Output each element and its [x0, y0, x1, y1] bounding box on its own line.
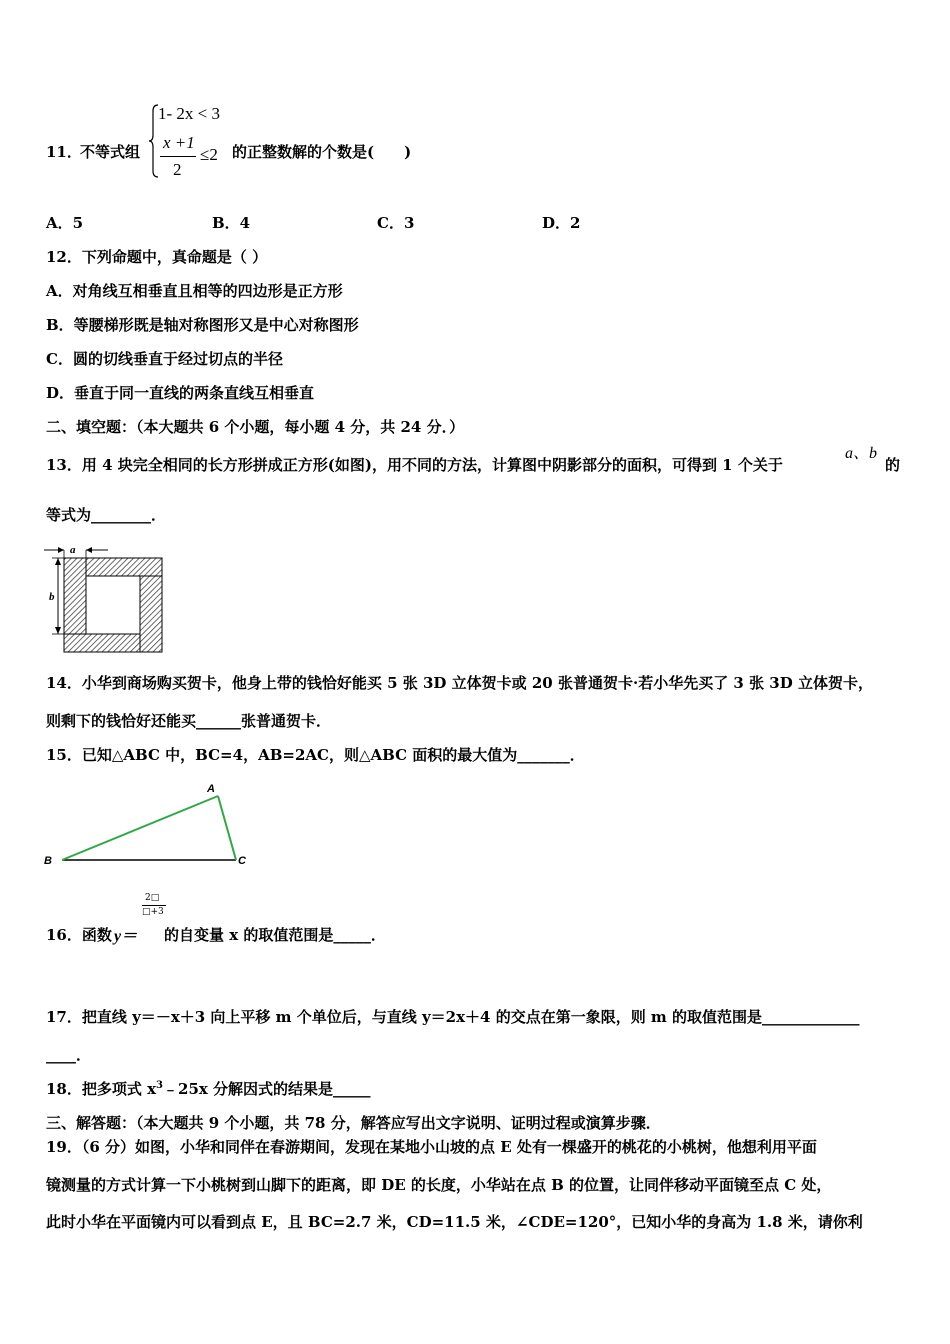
q18-text [46, 1078, 371, 1099]
q11-option-d: D．2 [542, 214, 581, 232]
q13-line-1: 13．用 4 块完全相同的长方形拼成正方形(如图)，用不同的方法，计算图中阴影部分的面积，可得到 1 个关于 [46, 456, 783, 474]
q12-option-a: A．对角线互相垂直且相等的四边形是正方形 [46, 282, 343, 300]
section-3-heading: 三、解答题：（本大题共 9 个小题，共 78 分，解答应写出文字说明、证明过程或演算步骤． [46, 1114, 661, 1132]
q16-suffix: 的自变量 x 的取值范围是_____． [164, 926, 386, 944]
q15-text: 15．已知△ABC 中，BC=4，AB=2AC，则△ABC 面积的最大值为_______． [46, 746, 585, 764]
q11-option-b: B．4 [212, 214, 251, 232]
q19-line-2: 镜测量的方式计算一下小桃树到山脚下的距离，即 DE 的长度，小华站在点 B 的位置，让同伴移动平面镜至点 C 处， [46, 1176, 832, 1194]
q11-fraction-denominator: 2 [173, 160, 182, 179]
q11-suffix: 的正整数解的个数是( ) [232, 143, 412, 161]
q18-exponent: 3 [156, 1080, 164, 1091]
q12-stem: 12．下列命题中，真命题是（ ） [46, 248, 268, 266]
q11-prefix: 不等式组 [80, 143, 141, 161]
q14-line-1: 14．小华到商场购买贺卡，他身上带的钱恰好能买 5 张 3D 立体贺卡或 20 张普通贺卡·若小华先买了 3 张 3D 立体贺卡， [46, 674, 873, 692]
q13-label-b: b [49, 591, 55, 603]
q13-inner-square [86, 576, 140, 634]
q16-y: y＝ [114, 928, 138, 945]
q19-line-1: 19．（6 分）如图，小华和同伴在春游期间，发现在某地小山坡的点 E 处有一棵盛开的桃花的小桃树，他想利用平面 [46, 1138, 817, 1156]
q11-fraction-bar [160, 156, 196, 157]
q12-option-b: B．等腰梯形既是轴对称图形又是中心对称图形 [46, 316, 359, 334]
q18-suffix: ﹣25x 分解因式的结果是_____ [163, 1080, 371, 1098]
q12-option-d: D．垂直于同一直线的两条直线互相垂直 [46, 384, 315, 402]
q13-figure [40, 538, 170, 656]
q15-label-b: B [44, 855, 52, 867]
q13-label-a: a [70, 544, 76, 556]
q11-inequality-1: 1- 2x < 3 [158, 104, 220, 123]
q11-option-a: A．5 [46, 214, 84, 232]
q11-fraction-numerator: x +1 [163, 133, 195, 152]
q13-line-2: 等式为________． [46, 506, 167, 524]
q16-fraction-bar [142, 905, 166, 906]
q19-line-3: 此时小华在平面镜内可以看到点 E，且 BC=2.7 米，CD=11.5 米，∠CDE=120°，已知小华的身高为 1.8 米，请你利 [46, 1213, 863, 1231]
q15-label-c: C [238, 855, 246, 867]
q17-line-1: 17．把直线 y＝－x＋3 向上平移 m 个单位后，与直线 y＝2x＋4 的交点在第一象限，则 m 的取值范围是_____________ [46, 1008, 860, 1026]
q11-number: 11． [46, 143, 82, 161]
q16-prefix: 16．函数 [46, 926, 112, 944]
q15-side-ab [62, 796, 218, 860]
q16-fraction-numerator: 2□ [145, 893, 160, 903]
q15-side-ac [218, 796, 236, 860]
q12-option-c: C．圆的切线垂直于经过切点的半径 [46, 350, 283, 368]
q13-variables: a、b [845, 445, 878, 462]
q15-label-a: A [207, 783, 215, 795]
q17-line-2: ____． [46, 1046, 92, 1064]
section-2-heading: 二、填空题：（本大题共 6 个小题，每小题 4 分，共 24 分．） [46, 418, 465, 436]
q11-option-c: C．3 [377, 214, 415, 232]
q14-line-2: 则剩下的钱恰好还能买______张普通贺卡． [46, 712, 332, 730]
q16-fraction-denominator: □+3 [142, 907, 164, 917]
q18-prefix: 18．把多项式 x [46, 1080, 157, 1098]
q13-tail: 的 [885, 456, 901, 474]
q15-triangle-figure [40, 778, 260, 870]
q11-le-symbol: ≤2 [200, 145, 218, 164]
